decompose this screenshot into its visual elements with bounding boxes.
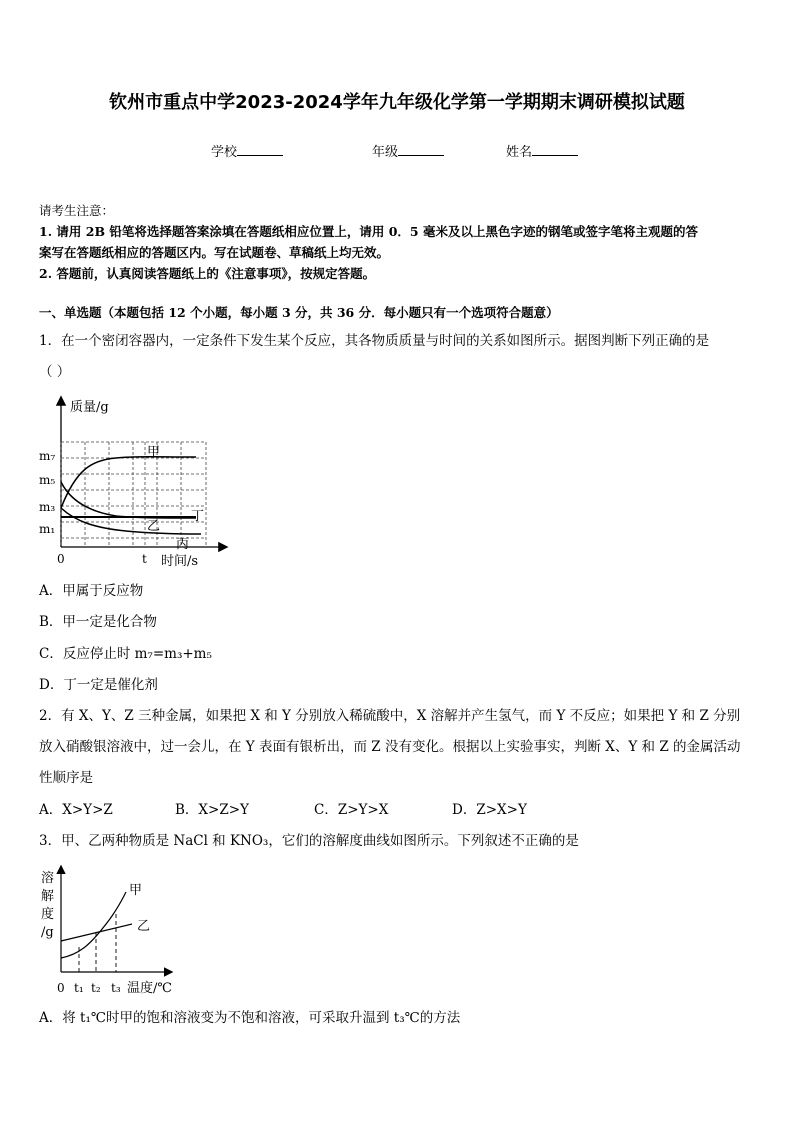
chart2-xlabel: 温度/℃ [127, 981, 172, 996]
curve-yi [61, 924, 132, 941]
xtick-t3: t₃ [111, 981, 121, 995]
ylabel-char-3: 度 [41, 907, 55, 922]
q1-option-a[interactable]: A．甲属于反应物 [39, 583, 144, 599]
grade-label: 年级 [372, 145, 399, 160]
q2-option-d[interactable]: D．Z>X>Y [452, 802, 527, 818]
xtick-t2: t₂ [91, 981, 101, 995]
chart1-t-label: t [142, 552, 147, 566]
series-label-yi: 乙 [147, 519, 161, 534]
name-label: 姓名 [506, 145, 533, 160]
ytick-m1: m₁ [39, 522, 56, 536]
notice-item2: 2. 答题前，认真阅读答题纸上的《注意事项》，按规定答题。 [39, 266, 376, 281]
school-field[interactable] [211, 141, 283, 160]
chart1-origin: 0 [57, 552, 65, 566]
name-blank[interactable] [532, 143, 578, 156]
chart2-origin: 0 [57, 981, 65, 995]
school-blank[interactable] [237, 143, 283, 156]
q2-option-c[interactable]: C．Z>Y>X [314, 802, 389, 818]
q1-option-d[interactable]: D．丁一定是催化剂 [39, 677, 158, 693]
q1-stem-line2: （ ） [39, 364, 71, 380]
notice-item1-line1: 1. 请用 2B 铅笔将选择题答案涂填在答题纸相应位置上，请用 0．5 毫米及以上黑色字迹的钢笔或签字笔将主观题的答 [39, 224, 698, 239]
ylabel-char-2: 解 [41, 889, 55, 904]
q3-option-a[interactable]: A．将 t₁℃时甲的饱和溶液变为不饱和溶液，可采取升温到 t₃℃的方法 [39, 1010, 461, 1026]
chart1-xlabel: 时间/s [161, 554, 199, 569]
grade-field[interactable] [372, 141, 444, 160]
notice-item1-line2: 案写在答题纸相应的答题区内。写在试题卷、草稿纸上均无效。 [39, 245, 390, 260]
q3-stem: 3．甲、乙两种物质是 NaCl 和 KNO₃，它们的溶解度曲线如图所示。下列叙述不正确的是 [39, 833, 579, 849]
ytick-m3: m₃ [39, 500, 56, 514]
grade-blank[interactable] [398, 143, 444, 156]
ytick-m5: m₅ [39, 473, 56, 487]
series-label-yi: 乙 [137, 919, 151, 934]
q2-stem-line3: 性顺序是 [39, 770, 93, 786]
xtick-t1: t₁ [74, 981, 84, 995]
curve-jia [61, 457, 196, 508]
section1-heading: 一、单选题（本题包括 12 个小题，每小题 3 分，共 36 分．每小题只有一个选项符合题意） [39, 305, 559, 320]
name-field[interactable] [506, 141, 578, 160]
q2-option-b[interactable]: B．X>Z>Y [175, 802, 249, 818]
mass-time-chart [36, 390, 236, 575]
notice-heading: 请考生注意： [39, 203, 115, 218]
school-label: 学校 [211, 145, 238, 160]
curve-bing [61, 508, 201, 534]
guide-lines [79, 914, 116, 972]
q2-stem-line1: 2．有 X、Y、Z 三种金属，如果把 X 和 Y 分别放入稀硫酸中，X 溶解并产生氢气，而 Y 不反应；如果把 Y 和 Z 分别 [39, 708, 741, 724]
ytick-m7: m₇ [39, 449, 56, 463]
solubility-chart [36, 862, 186, 1002]
q1-option-b[interactable]: B．甲一定是化合物 [39, 614, 157, 630]
ylabel-char-1: 溶 [41, 871, 55, 886]
ylabel-char-4: /g [41, 925, 54, 940]
chart1-ylabel: 质量/g [70, 400, 109, 415]
curve-yi [61, 482, 196, 518]
q1-stem-line1: 1．在一个密闭容器内，一定条件下发生某个反应，其各物质质量与时间的关系如图所示。据图判断下列正确的是 [39, 333, 710, 349]
q2-option-a[interactable]: A．X>Y>Z [39, 802, 113, 818]
q1-option-c[interactable]: C．反应停止时 m₇=m₃+m₅ [39, 646, 212, 662]
series-label-ding: 丁 [191, 509, 205, 524]
series-label-jia: 甲 [147, 445, 161, 460]
page-title: 钦州市重点中学2023-2024学年九年级化学第一学期期末调研模拟试题 [109, 92, 685, 113]
series-label-bing: 丙 [176, 537, 190, 552]
q2-stem-line2: 放入硝酸银溶液中，过一会儿，在 Y 表面有银析出，而 Z 没有变化。根据以上实验事实，判断 X、Y 和 Z 的金属活动 [39, 739, 741, 755]
series-label-jia: 甲 [129, 883, 143, 898]
